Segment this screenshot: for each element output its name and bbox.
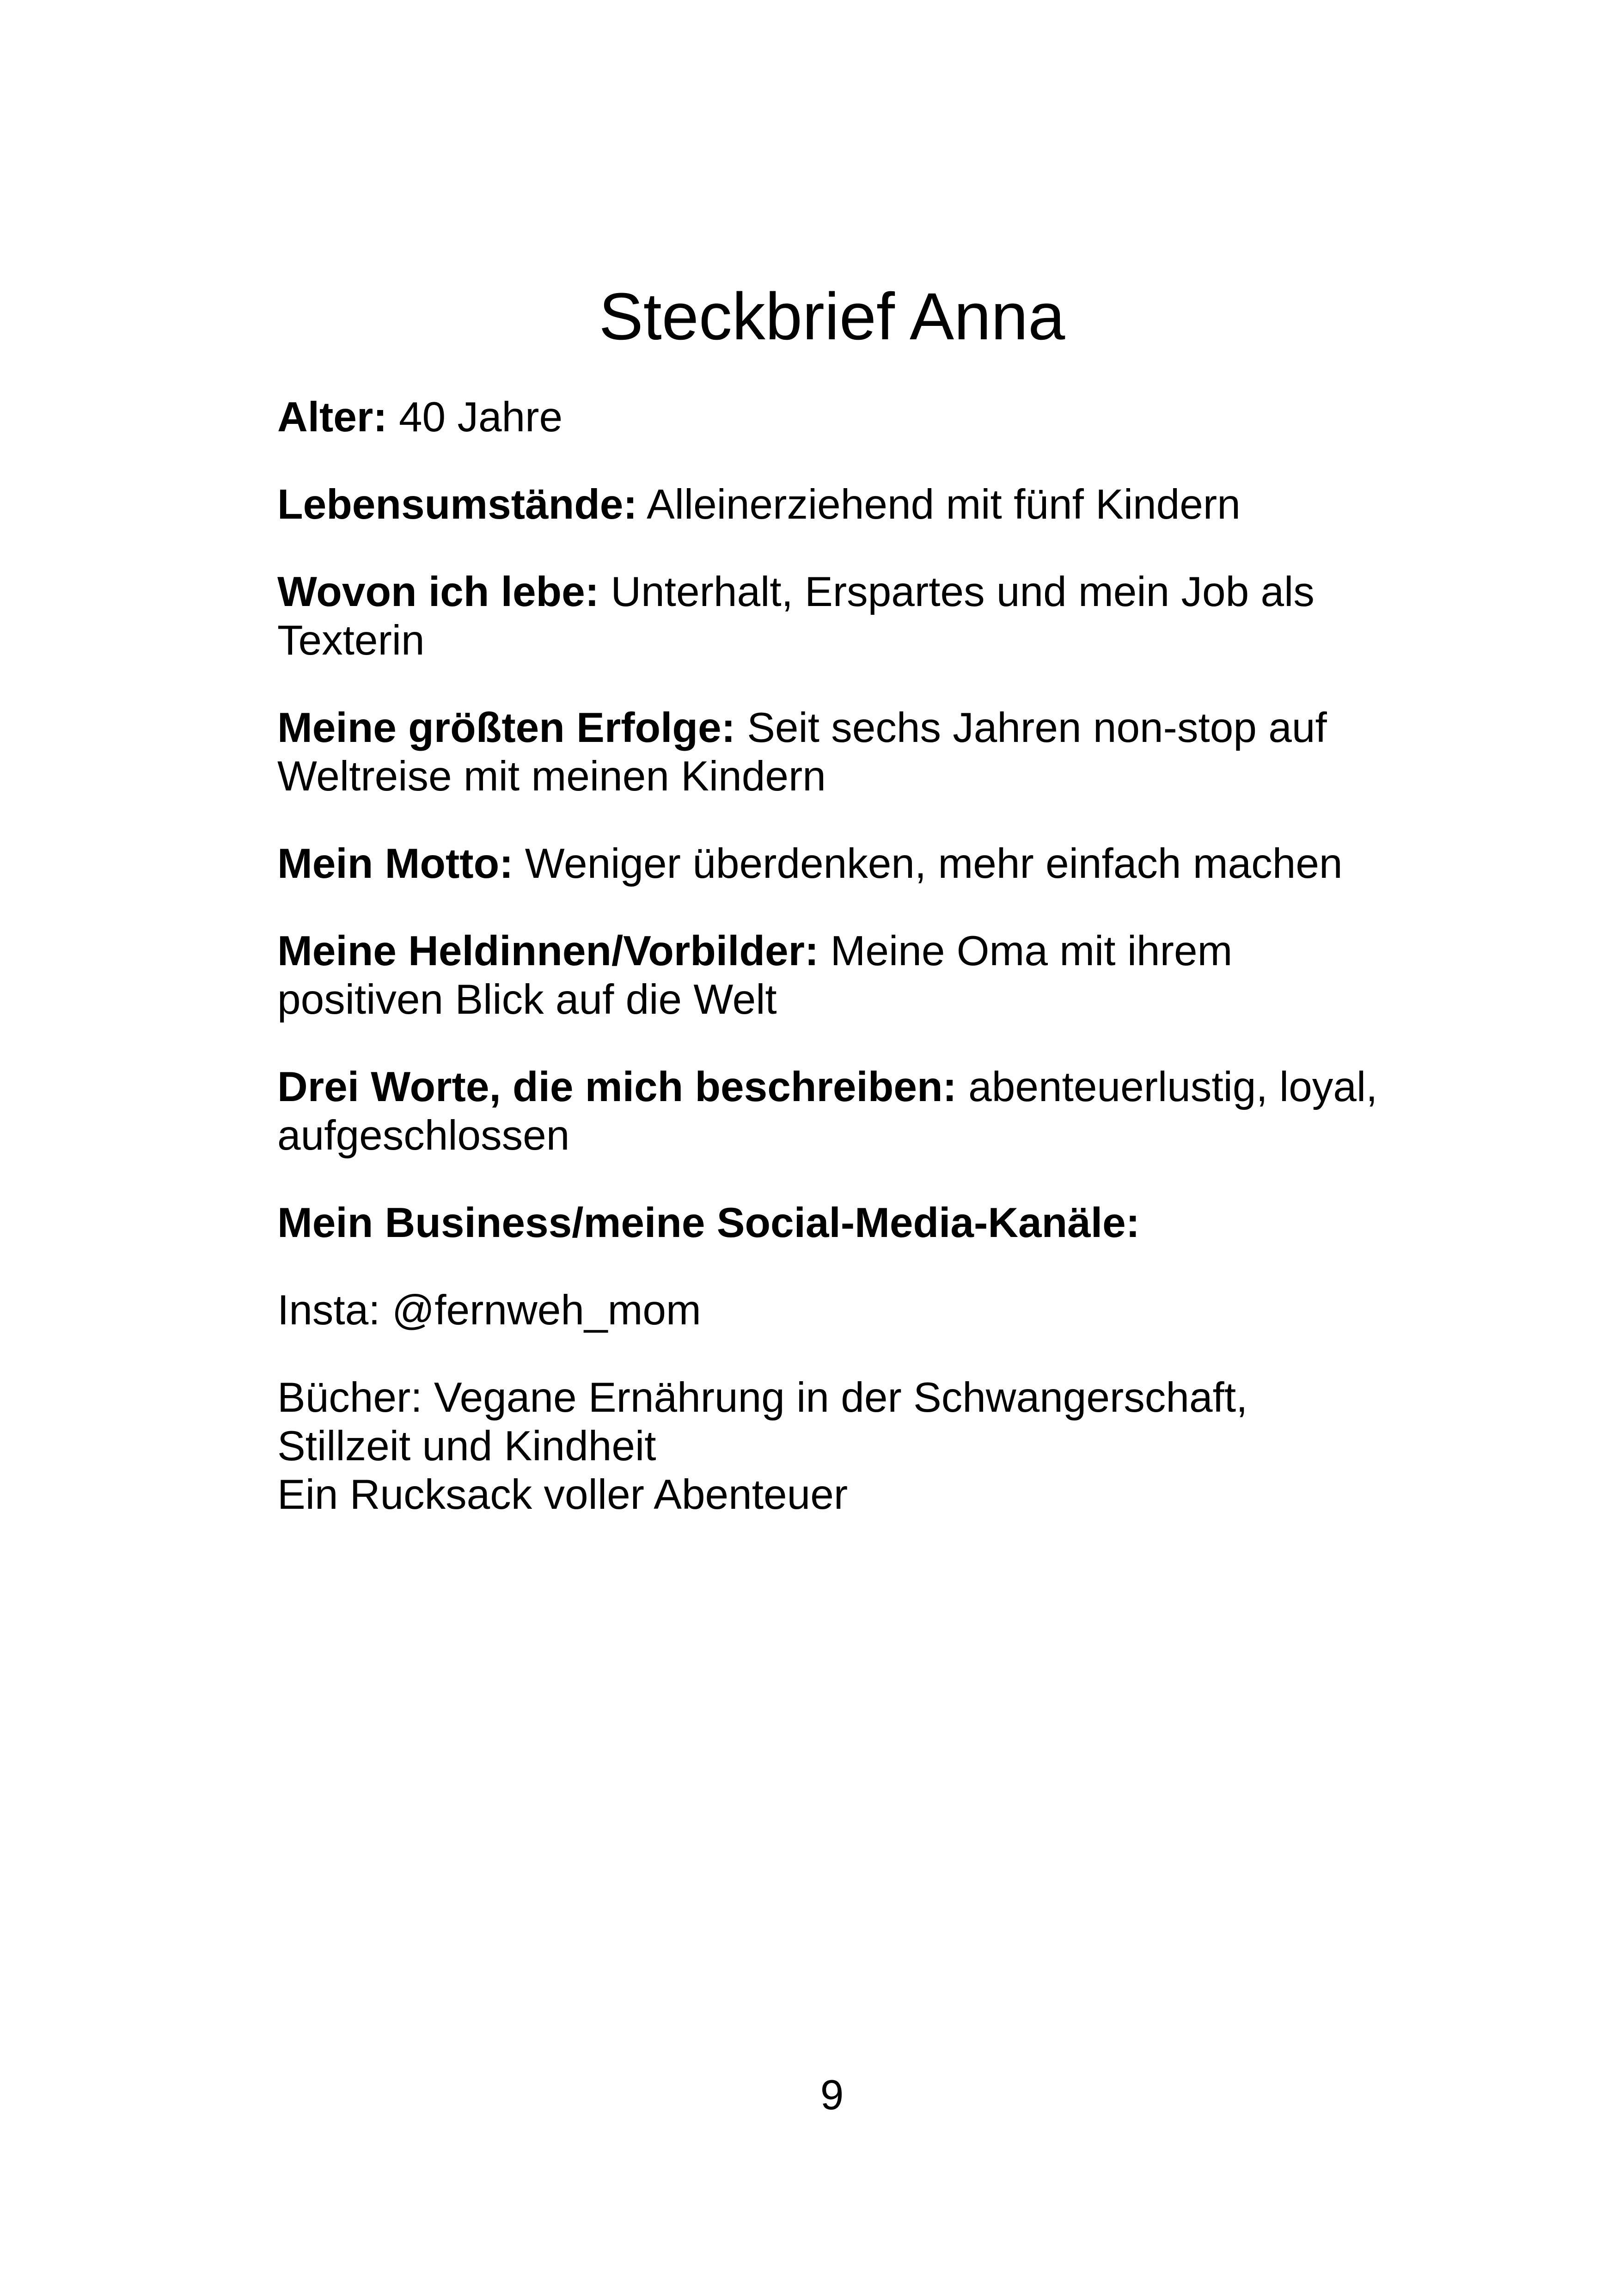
entry-label: Wovon ich lebe:: [277, 569, 599, 615]
entry-label: Meine Heldinnen/Vorbilder:: [277, 928, 819, 974]
entry-successes: [277, 704, 1396, 801]
entry-value: Seit sechs Jahren non-stop auf Weltreise mit meinen Kindern: [277, 704, 1327, 800]
books-line: Ein Rucksack voller Abenteuer: [277, 1471, 848, 1518]
entry-value: 40 Jahre: [398, 394, 563, 441]
entry-business-channels: [277, 1199, 1396, 1247]
entry-value: Unterhalt, Erspartes und mein Job als Texterin: [277, 569, 1314, 664]
books-line: Bücher: Vegane Ernährung in der Schwangerschaft,: [277, 1374, 1248, 1421]
entry-label: Meine größten Erfolge:: [277, 704, 735, 751]
entry-value: Alleinerziehend mit fünf Kindern: [646, 481, 1241, 528]
entry-label: Mein Business/meine Social-Media-Kanäle:: [277, 1200, 1140, 1246]
entry-income: [277, 568, 1396, 665]
entry-role-models: [277, 927, 1396, 1024]
entry-life-circumstances: [277, 480, 1396, 529]
entry-age: [277, 393, 1396, 441]
entry-label: Mein Motto:: [277, 840, 514, 887]
books-list: [277, 1373, 1396, 1519]
entry-label: Drei Worte, die mich beschreiben:: [277, 1064, 957, 1110]
entry-label: Lebensumstände:: [277, 481, 637, 528]
insta-handle: Insta: @fernweh_mom: [277, 1287, 701, 1334]
profile-content: [277, 393, 1396, 1519]
entry-value: Meine Oma mit ihrem positiven Blick auf die Welt: [277, 928, 1233, 1023]
entry-motto: [277, 839, 1396, 888]
entry-three-words: [277, 1063, 1396, 1160]
page-number: 9: [820, 2072, 844, 2118]
page-title: Steckbrief Anna: [599, 279, 1065, 354]
entry-value: Weniger überdenken, mehr einfach machen: [525, 840, 1343, 887]
entry-value: abenteuerlustig, loyal, aufgeschlossen: [277, 1064, 1378, 1159]
entry-label: Alter:: [277, 394, 387, 441]
books-line: Stillzeit und Kindheit: [277, 1423, 656, 1469]
